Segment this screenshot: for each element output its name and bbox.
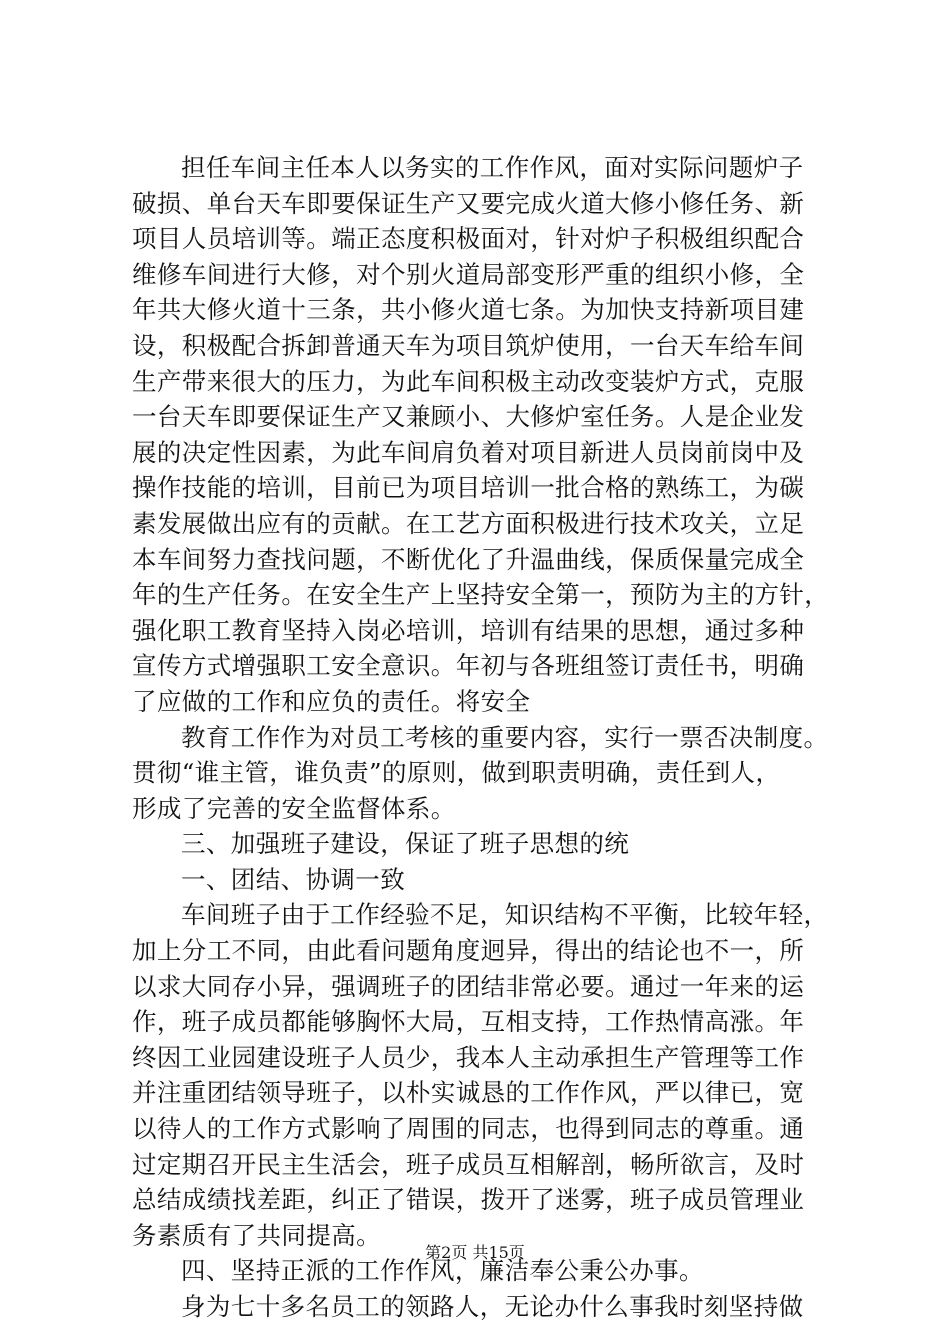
text-line: 项目人员培训等。端正态度积极面对，针对炉子积极组织配合 xyxy=(132,224,805,254)
text-line: 强化职工教育坚持入岗必培训，培训有结果的思想，通过多种 xyxy=(132,615,805,645)
text-line: 年的生产任务。在安全生产上坚持安全第一，预防为主的方针， xyxy=(132,580,830,610)
text-line: 务素质有了共同提高。 xyxy=(132,1220,381,1250)
text-line: 设，积极配合拆卸普通天车为项目筑炉使用，一台天车给车间 xyxy=(132,330,805,360)
text-line: 并注重团结领导班子，以朴实诚恳的工作作风，严以律已，宽 xyxy=(132,1078,805,1108)
text-line: 身为七十多名员工的领路人，无论办什么事我时刻坚持做 xyxy=(181,1292,804,1321)
text-line: 素发展做出应有的贡献。在工艺方面积极进行技术攻关，立足 xyxy=(132,508,805,538)
text-line: 以待人的工作方式影响了周围的同志，也得到同志的尊重。通 xyxy=(132,1114,805,1144)
text-line: 担任车间主任本人以务实的工作作风，面对实际问题炉子 xyxy=(181,153,804,182)
text-line: 教育工作作为对员工考核的重要内容，实行一票否决制度。 xyxy=(181,722,829,752)
text-line: 展的决定性因素，为此车间肩负着对项目新进人员岗前岗中及 xyxy=(132,437,805,467)
text-line: 作，班子成员都能够胸怀大局，互相支持，工作热情高涨。年 xyxy=(132,1007,805,1037)
text-line: 三、加强班子建设，保证了班子思想的统 xyxy=(181,829,630,859)
text-line: 生产带来很大的压力，为此车间积极主动改变装炉方式，克服 xyxy=(132,366,805,396)
text-line: 以求大同存小异，强调班子的团结非常必要。通过一年来的运 xyxy=(132,971,805,1001)
text-line: 年共大修火道十三条，共小修火道七条。为加快支持新项目建 xyxy=(132,295,805,325)
text-line: 一、团结、协调一致 xyxy=(181,864,406,894)
text-line: 终因工业园建设班子人员少，我本人主动承担生产管理等工作 xyxy=(132,1042,805,1072)
text-line: 了应做的工作和应负的责任。将安全 xyxy=(132,686,531,716)
text-line: 四、坚持正派的工作作风，廉洁奉公秉公办事。 xyxy=(181,1256,704,1286)
text-line: 车间班子由于工作经验不足，知识结构不平衡，比较年轻， xyxy=(181,900,829,930)
text-line: 形成了完善的安全监督体系。 xyxy=(132,793,456,823)
text-line: 一台天车即要保证生产又兼顾小、大修炉室任务。人是企业发 xyxy=(132,402,805,432)
text-line: 破损、单台天车即要保证生产又要完成火道大修小修任务、新 xyxy=(132,188,805,218)
body-text xyxy=(132,150,832,1325)
text-line: 维修车间进行大修，对个别火道局部变形严重的组织小修，全 xyxy=(132,259,805,289)
page-footer: 第2页 共15页 xyxy=(425,1243,525,1262)
text-line: 宣传方式增强职工安全意识。年初与各班组签订责任书，明确 xyxy=(132,651,805,681)
text-line: 贯彻“谁主管，谁负责”的原则，做到职责明确，责任到人， xyxy=(132,758,781,788)
text-line: 过定期召开民主生活会，班子成员互相解剖，畅所欲言，及时 xyxy=(132,1149,805,1179)
text-line: 加上分工不同，由此看问题角度迥异，得出的结论也不一，所 xyxy=(132,936,805,966)
text-line: 操作技能的培训，目前已为项目培训一批合格的熟练工，为碳 xyxy=(132,473,805,503)
text-line: 总结成绩找差距，纠正了错误，拨开了迷雾，班子成员管理业 xyxy=(132,1185,805,1215)
text-line: 本车间努力查找问题，不断优化了升温曲线，保质保量完成全 xyxy=(132,544,805,574)
